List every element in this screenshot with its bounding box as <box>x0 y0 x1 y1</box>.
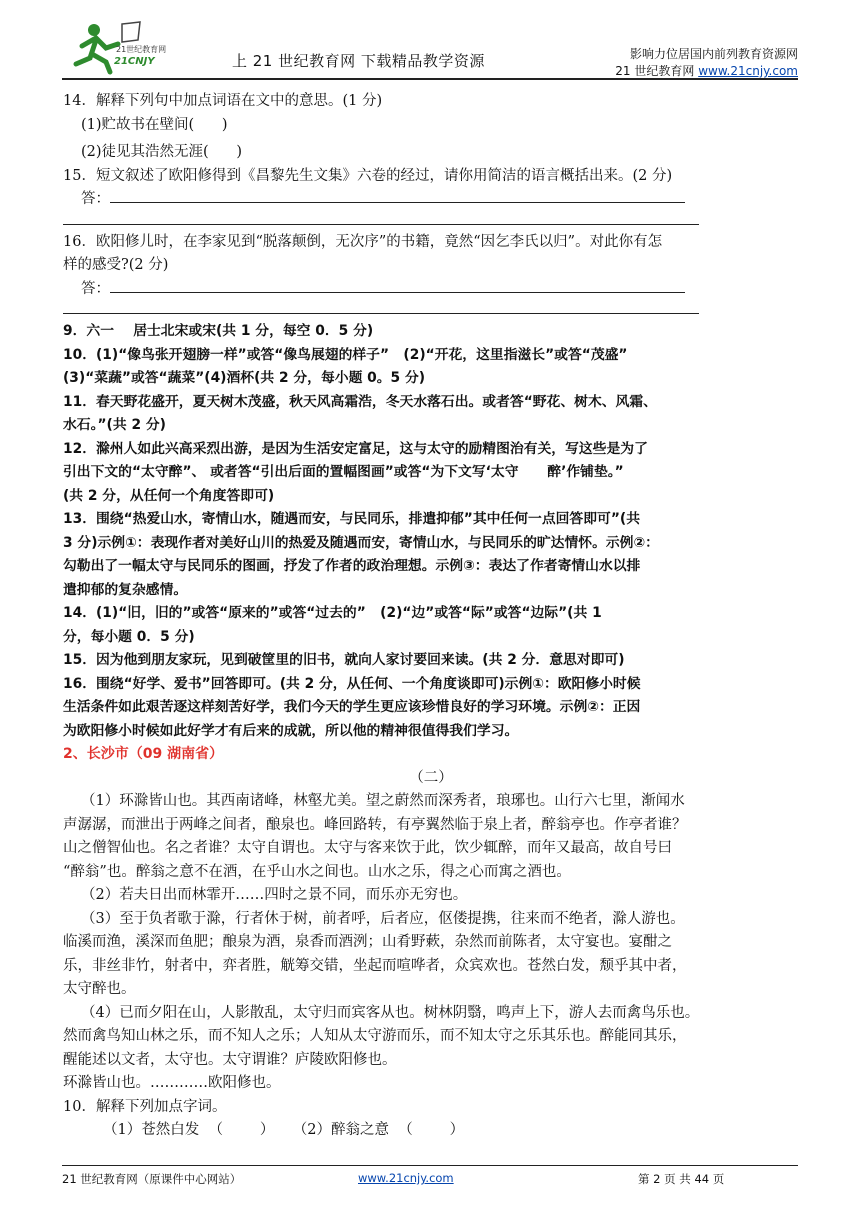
header-site-link[interactable]: www.21cnjy.com <box>698 64 798 78</box>
passage-line: （4）已而夕阳在山，人影散乱，太守归而宾客从也。树林阴翳，鸣声上下，游人去而禽鸟乐也。 <box>81 1004 700 1021</box>
page-header <box>62 18 798 80</box>
passage-line: （1）环滁皆山也。其西南诸峰，林壑尤美。望之蔚然而深秀者，琅琊也。山行六七里，渐闻水 <box>81 793 685 809</box>
question-14-item-2: (2)徒见其浩然无涯( ) <box>81 144 243 160</box>
passage-heading: （二） <box>409 769 453 786</box>
answer-key <box>63 320 799 743</box>
answer-line: 生活条件如此艰苦逐这样刻苦好学，我们今天的学生更应该珍惜良好的学习环境。示例②：正因 <box>63 699 641 715</box>
answer-line: 15．因为他到朋友家玩，见到破筐里的旧书，就向人家讨要回来读。(共 2 分．意思对即可) <box>63 652 625 668</box>
answer-line: 分，每小题 0．5 分) <box>63 628 195 645</box>
answer-line: 遣抑郁的复杂感情。 <box>63 581 188 598</box>
header-slogan: 上 21 世纪教育网 下载精品教学资源 <box>232 52 485 70</box>
answer-line: 11．春天野花盛开，夏天树木茂盛，秋天风高霜浩，冬天水落石出。或者答“野花、树木、风霜、 <box>63 393 657 410</box>
question-15-answer-line[interactable] <box>63 188 799 212</box>
footer-site: 21 世纪教育网（原课件中心网站） <box>62 1172 242 1186</box>
footer-link[interactable]: www.21cnjy.com <box>358 1171 454 1185</box>
passage-line: 然而禽鸟知山林之乐，而不知人之乐；人知从太守游而乐，而不知太守之乐其乐也。醉能同其乐， <box>63 1028 687 1044</box>
passage-line: 临溪而渔，溪深而鱼肥；酿泉为酒，泉香而酒洌；山肴野蔌，杂然而前陈者，太守宴也。宴酣之 <box>63 934 672 950</box>
passage-line: 乐，非丝非竹，射者中，弈者胜，觥筹交错，坐起而喧哗者，众宾欢也。苍然白发，颓乎其中者， <box>63 957 687 974</box>
question-10-items: （1）苍然白发 （ ） （2）醉翁之意 （ ） <box>103 1122 465 1138</box>
answer-line: 引出下文的“太守醉”、 或者答“引出后面的置幅图画”或答“为下文写‘太守 醉’作铺垫。” <box>63 464 624 480</box>
answer-line: 3 分)示例①：表现作者对美好山川的热爱及随遇而安，寄情山水，与民同乐的旷达情怀。示例②： <box>63 534 659 551</box>
question-10: 10．解释下列加点字词。 <box>63 1098 227 1115</box>
answer-label: 答： <box>81 191 110 207</box>
answer-line: 10．(1)“像鸟张开翅膀一样”或答“像鸟展翅的样子” (2)“开花，这里指滋长”或答“茂盛” <box>63 346 628 363</box>
question-16-line-2: 样的感受?(2 分) <box>63 257 169 273</box>
svg-text:21世纪教育网: 21世纪教育网 <box>116 45 167 54</box>
answer-line: 12．滁州人如此兴高采烈出游，是因为生活安定富足，这与太守的励精图治有关，写这些是为了 <box>63 440 648 457</box>
answer-label: 答： <box>81 280 110 297</box>
question-14: 14．解释下列句中加点词语在文中的意思。(1 分) <box>63 93 383 109</box>
question-14-item-1: (1)贮故书在壁间( ) <box>81 116 228 133</box>
answer-line: 9．六一 居士北宋或宋(共 1 分，每空 0．5 分) <box>63 323 374 339</box>
answer-line: 14．(1)“旧，旧的”或答“原来的”或答“过去的” (2)“边”或答“际”或答“边际”(共 1 <box>63 605 602 621</box>
page-content <box>63 90 799 1143</box>
svg-text:21CNJY: 21CNJY <box>114 56 155 67</box>
answer-line: 勾勒出了一幅太守与民同乐的图画，抒发了作者的政治理想。示例③：表达了作者寄情山水以排 <box>63 558 641 574</box>
page-footer <box>62 1165 798 1186</box>
site-logo <box>62 18 170 76</box>
passage-line: 山之僧智仙也。名之者谁？太守自谓也。太守与客来饮于此，饮少辄醉，而年又最高，故自号曰 <box>63 840 672 856</box>
page-number: 第 2 页 共 44 页 <box>638 1172 725 1186</box>
passage-line: 醒能述以文者，太守也。太守谓谁？庐陵欧阳修也。 <box>63 1051 397 1068</box>
question-15: 15．短文叙述了欧阳修得到《昌黎先生文集》六卷的经过，请你用简洁的语言概括出来。(2 分) <box>63 167 673 184</box>
question-16-line-1: 16．欧阳修儿时，在李家见到“脱落颠倒，无次序”的书籍，竟然“因乞李氏以归”。对此你有怎 <box>63 233 663 250</box>
passage-line: 环滁皆山也。…………欧阳修也。 <box>63 1075 281 1091</box>
passage-text <box>63 790 799 1096</box>
answer-line: (共 2 分，从任何一个角度答即可) <box>63 487 275 504</box>
passage-line: 声潺潺，而泄出于两峰之间者，酿泉也。峰回路转，有亭翼然临于泉上者，醉翁亭也。作亭者谁？ <box>63 816 687 833</box>
answer-line: 13．围绕“热爱山水，寄情山水，随遇而安，与民同乐，排遣抑郁”其中任何一点回答即可”(共 <box>63 511 640 527</box>
section-title: 2、长沙市（09 湖南省） <box>63 746 224 762</box>
question-16-answer-line[interactable] <box>63 278 799 302</box>
passage-line: “醉翁”也。醉翁之意不在酒，在乎山水之间也。山水之乐，得之心而寓之酒也。 <box>63 863 571 880</box>
answer-rule <box>63 301 699 314</box>
passage-line: （3）至于负者歌于滁，行者休于树，前者呼，后者应，伛偻提携，往来而不绝者，滁人游也。 <box>81 910 685 927</box>
answer-blank[interactable] <box>110 278 685 293</box>
answer-line: (3)“菜蔬”或答“蔬菜”(4)酒杯(共 2 分，每小题 0。5 分) <box>63 370 426 386</box>
header-right <box>615 46 798 80</box>
answer-line: 16．围绕“好学、爱书”回答即可。(共 2 分，从任何、一个角度谈即可)示例①：欧阳修小时候 <box>63 675 641 692</box>
header-rule <box>62 78 798 80</box>
header-tagline: 影响力位居国内前列教育资源网 <box>629 47 798 61</box>
answer-blank[interactable] <box>110 188 685 203</box>
answer-line: 水石。”(共 2 分) <box>63 417 166 433</box>
answer-rule <box>63 212 699 225</box>
passage-line: （2）若夫日出而林霏开……四时之景不同，而乐亦无穷也。 <box>81 887 468 903</box>
passage-line: 太守醉也。 <box>63 981 136 997</box>
answer-line: 为欧阳修小时候如此好学才有后来的成就，所以他的精神很值得我们学习。 <box>63 722 519 739</box>
header-site-name: 21 世纪教育网 <box>615 64 699 78</box>
